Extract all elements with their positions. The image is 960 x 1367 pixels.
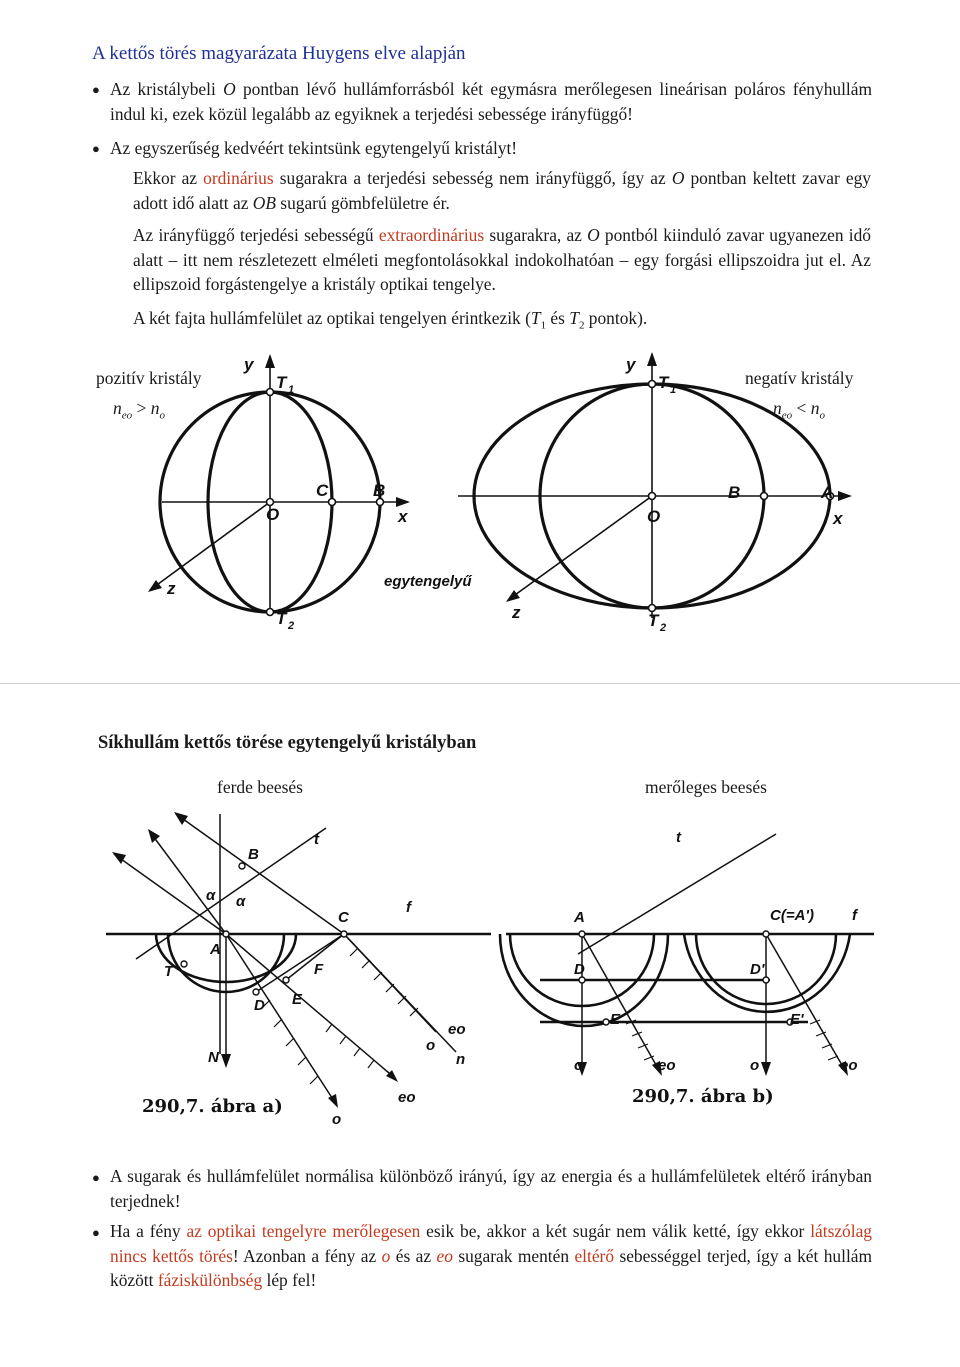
- negative-inequality: $n_{eo} < n_o$: [773, 398, 826, 422]
- svg-text:A: A: [210, 941, 221, 958]
- svg-text:T: T: [276, 609, 287, 628]
- paragraph-touch-points: A két fajta hullámfelület az optikai tengelyen érintkezik ($T_1$ és $T_2$ pontok).: [133, 308, 648, 332]
- bullet-2: Az egyszerűség kedvéért tekintsünk egytengelyű kristályt!: [110, 138, 518, 158]
- bullet-icon: ●: [92, 82, 100, 97]
- svg-text:T: T: [276, 373, 287, 392]
- svg-text:2: 2: [288, 620, 295, 632]
- svg-text:A: A: [574, 909, 585, 926]
- svg-text:eo: eo: [398, 1089, 416, 1106]
- paragraph-extraordinary: Az irányfüggő terjedési sebességű extraordinárius sugarakra, az O pontból kiinduló zavar ugyanezen idő alatt – itt nem részletezett elméleti megfontolásokkal indokolhatóan – egy forgási ellipszoidra jut el. Az ellipszoid forgástengelye a kristály optikai tengelye.: [133, 225, 871, 294]
- svg-text:t: t: [314, 831, 319, 848]
- bullet-icon: ●: [92, 1170, 100, 1185]
- arrow-o-icon: [328, 1094, 338, 1108]
- optical-axis-label: egytengelyű: [384, 573, 472, 590]
- ray-n-from-c: [344, 934, 456, 1052]
- svg-text:o: o: [426, 1037, 436, 1054]
- page-1-title: A kettős törés magyarázata Huygens elve alapján: [92, 43, 466, 64]
- arrow-icon: [761, 1062, 771, 1076]
- svg-text:F: F: [314, 961, 324, 978]
- tangent-o: [256, 934, 344, 992]
- incident-ray: [150, 832, 226, 934]
- svg-text:o: o: [750, 1057, 760, 1074]
- svg-text:α: α: [236, 893, 246, 910]
- wavefront-t: [136, 828, 326, 959]
- svg-text:B: B: [373, 481, 386, 500]
- refracted-ray-o: [226, 934, 336, 1104]
- bullet-icon: ●: [92, 141, 100, 156]
- svg-text:y: y: [244, 355, 254, 374]
- oblique-incidence-diagram: [96, 814, 496, 1134]
- paragraph-ordinary: Ekkor az ordinárius sugarakra a terjedési sebesség nem irányfüggő, így az O pontban keltett zavar egy adott idő alatt az OB sugarú gömbfelületre ér.: [133, 168, 871, 213]
- normal-incidence-diagram: [500, 824, 880, 1134]
- svg-text:z: z: [512, 603, 521, 622]
- arrow-N-icon: [221, 1054, 231, 1068]
- svg-text:O: O: [647, 507, 661, 526]
- svg-text:N: N: [208, 1049, 219, 1066]
- positive-crystal-diagram: [140, 350, 420, 640]
- x-arrow-icon: [396, 497, 410, 507]
- svg-text:α: α: [206, 887, 216, 904]
- arrow-icon: [112, 852, 126, 864]
- svg-text:D: D: [254, 997, 265, 1014]
- ray-hatching: [262, 948, 418, 1084]
- svg-text:x: x: [398, 507, 408, 526]
- svg-text:D: D: [574, 961, 585, 978]
- svg-text:T: T: [648, 611, 659, 630]
- svg-text:C: C: [338, 909, 349, 926]
- positive-inequality: $n_{eo} > n_o$: [113, 398, 166, 422]
- ray-hatching: [626, 1020, 838, 1060]
- svg-text:z: z: [167, 579, 176, 598]
- page-1: [0, 0, 960, 683]
- svg-text:C(=A'): C(=A'): [770, 907, 814, 924]
- negative-crystal-caption: negatív kristály: [745, 368, 854, 388]
- positive-crystal-caption: pozitív kristály: [96, 368, 202, 388]
- svg-text:T: T: [658, 373, 669, 392]
- svg-text:E: E: [292, 991, 303, 1008]
- svg-text:o: o: [332, 1111, 342, 1128]
- y-arrow-icon: [265, 354, 275, 368]
- svg-text:E: E: [610, 1011, 621, 1028]
- svg-text:D': D': [750, 961, 765, 978]
- bullet-normal-incidence: Ha a fény az optikai tengelyre merőlegesen esik be, akkor a két sugár nem válik ketté, így ekkor látszólag nincs kettős törés! Azonban a fény az o és az eo sugarak mentén eltérő sebességgel terjed, így a két hullám között fáziskülönbség lép fel!: [110, 1221, 873, 1290]
- svg-text:x: x: [833, 509, 843, 528]
- svg-text:n: n: [456, 1051, 466, 1068]
- svg-text:A: A: [821, 483, 834, 502]
- svg-text:o: o: [574, 1057, 584, 1074]
- y-arrow-icon: [647, 352, 657, 366]
- svg-text:1: 1: [288, 384, 295, 396]
- x-arrow-icon: [838, 491, 852, 501]
- svg-text:eo: eo: [840, 1057, 858, 1074]
- svg-text:C: C: [316, 481, 329, 500]
- bullet-energy: A sugarak és hullámfelület normálisa különböző irányú, így az energia és a hullámfelületek eltérő irányban terjednek!: [110, 1166, 872, 1211]
- arrow-icon: [148, 829, 160, 843]
- ray-eo-from-a: [582, 934, 660, 1072]
- arrow-icon: [174, 812, 188, 825]
- bullet-icon: ●: [92, 1225, 100, 1240]
- svg-text:T: T: [164, 963, 174, 980]
- oblique-incidence-caption: ferde beesés: [217, 777, 303, 797]
- page-2-title: Síkhullám kettős törése egytengelyű kristályban: [98, 733, 477, 753]
- z-axis: [508, 496, 652, 600]
- page-2: [0, 684, 960, 1367]
- svg-text:O: O: [266, 505, 280, 524]
- svg-text:eo: eo: [448, 1021, 466, 1038]
- svg-text:1: 1: [670, 384, 677, 396]
- z-arrow-icon: [506, 590, 520, 602]
- svg-text:f: f: [852, 907, 857, 924]
- svg-text:B: B: [248, 846, 259, 863]
- svg-text:y: y: [626, 355, 636, 374]
- svg-text:f: f: [406, 899, 411, 916]
- svg-text:t: t: [676, 829, 681, 846]
- figure-b-caption: 290,7. ábra b): [632, 1086, 774, 1107]
- negative-crystal-diagram: [384, 348, 860, 638]
- svg-text:eo: eo: [658, 1057, 676, 1074]
- svg-text:E': E': [790, 1011, 804, 1028]
- figure-a-caption: 290,7. ábra a): [142, 1096, 283, 1117]
- svg-text:2: 2: [660, 622, 667, 634]
- normal-incidence-caption: merőleges beesés: [645, 777, 767, 797]
- bullet-1: Az kristálybeli O pontban lévő hullámforrásból két egymásra merőlegesen lineárisan poláros fényhullám indul ki, ezek közül legalább az egyiknek a terjedési sebessége irányfüggő!: [110, 79, 872, 124]
- svg-text:B: B: [728, 483, 741, 502]
- wavefront-t: [578, 834, 776, 954]
